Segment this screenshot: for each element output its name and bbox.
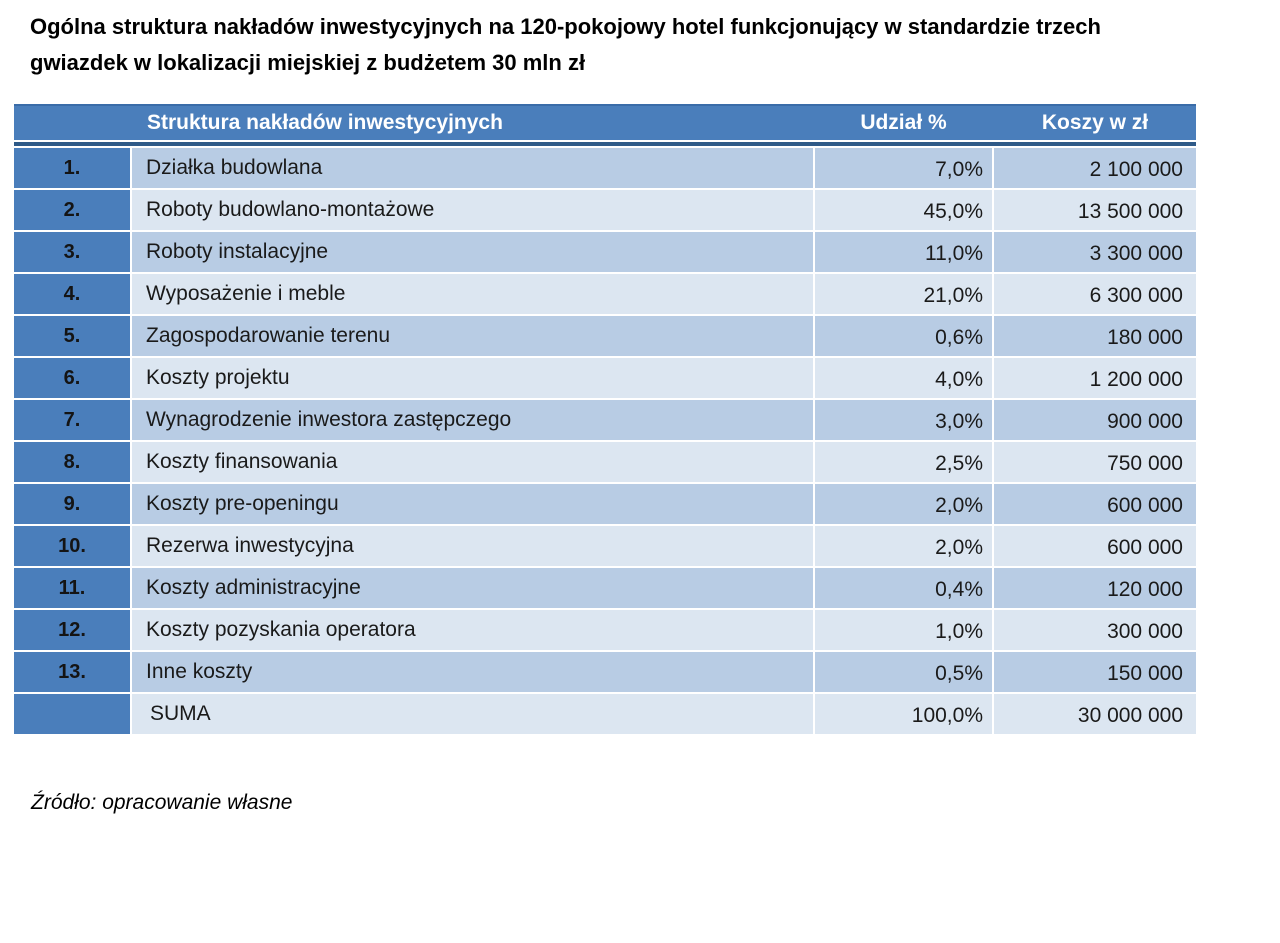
row-name-cell: Roboty instalacyjne [132, 232, 813, 272]
row-name-cell: Koszty administracyjne [132, 568, 813, 608]
row-number-cell: 2. [14, 190, 130, 230]
title-line-2: gwiazdek w lokalizacji miejskiej z budżetem 30 mln zł [30, 50, 586, 75]
row-name-cell: Działka budowlana [132, 148, 813, 188]
row-name-cell: SUMA [132, 694, 813, 734]
table-total-row [14, 694, 1196, 734]
row-number-cell: 3. [14, 232, 130, 272]
header-name-cell: Struktura nakładów inwestycyjnych [147, 111, 503, 134]
table-row [14, 400, 1196, 440]
row-cost-cell: 30 000 000 [994, 694, 1196, 734]
row-cost-cell: 300 000 [994, 610, 1196, 650]
table-row [14, 484, 1196, 524]
row-name-cell: Zagospodarowanie terenu [132, 316, 813, 356]
row-share-cell: 11,0% [815, 232, 992, 272]
header-number-cell [14, 106, 130, 140]
row-cost-cell: 120 000 [994, 568, 1196, 608]
row-name-cell: Koszty projektu [132, 358, 813, 398]
header-cost-cell: Koszy w zł [1041, 111, 1149, 134]
row-cost-cell: 3 300 000 [994, 232, 1196, 272]
table-row [14, 526, 1196, 566]
row-number-cell: 7. [14, 400, 130, 440]
row-share-cell: 1,0% [815, 610, 992, 650]
table-row [14, 274, 1196, 314]
row-number-cell [14, 694, 130, 734]
row-share-cell: 2,0% [815, 484, 992, 524]
table-header-row [14, 104, 1196, 140]
table-row [14, 316, 1196, 356]
page-title [30, 9, 1252, 81]
row-cost-cell: 150 000 [994, 652, 1196, 692]
row-number-cell: 12. [14, 610, 130, 650]
investment-structure-table [14, 104, 1196, 736]
row-cost-cell: 600 000 [994, 526, 1196, 566]
row-cost-cell: 600 000 [994, 484, 1196, 524]
table-row [14, 568, 1196, 608]
header-underline [14, 142, 1196, 146]
row-name-cell: Roboty budowlano-montażowe [132, 190, 813, 230]
row-share-cell: 2,5% [815, 442, 992, 482]
row-name-cell: Rezerwa inwestycyjna [132, 526, 813, 566]
row-share-cell: 3,0% [815, 400, 992, 440]
table-row [14, 190, 1196, 230]
row-name-cell: Wyposażenie i meble [132, 274, 813, 314]
row-cost-cell: 750 000 [994, 442, 1196, 482]
table-body [14, 148, 1196, 734]
row-number-cell: 13. [14, 652, 130, 692]
row-name-cell: Koszty pre-openingu [132, 484, 813, 524]
row-number-cell: 5. [14, 316, 130, 356]
table-row [14, 358, 1196, 398]
row-number-cell: 11. [14, 568, 130, 608]
table-row [14, 610, 1196, 650]
table-row [14, 652, 1196, 692]
source-note: Źródło: opracowanie własne [31, 791, 293, 814]
row-number-cell: 4. [14, 274, 130, 314]
row-share-cell: 45,0% [815, 190, 992, 230]
table-row [14, 232, 1196, 272]
row-number-cell: 6. [14, 358, 130, 398]
row-number-cell: 8. [14, 442, 130, 482]
row-number-cell: 9. [14, 484, 130, 524]
row-cost-cell: 900 000 [994, 400, 1196, 440]
row-share-cell: 7,0% [815, 148, 992, 188]
header-share-cell: Udział % [860, 111, 947, 134]
row-share-cell: 21,0% [815, 274, 992, 314]
row-cost-cell: 6 300 000 [994, 274, 1196, 314]
row-share-cell: 2,0% [815, 526, 992, 566]
row-name-cell: Koszty finansowania [132, 442, 813, 482]
row-name-cell: Inne koszty [132, 652, 813, 692]
row-number-cell: 1. [14, 148, 130, 188]
row-cost-cell: 13 500 000 [994, 190, 1196, 230]
row-share-cell: 0,6% [815, 316, 992, 356]
row-cost-cell: 2 100 000 [994, 148, 1196, 188]
row-share-cell: 0,4% [815, 568, 992, 608]
row-name-cell: Koszty pozyskania operatora [132, 610, 813, 650]
row-share-cell: 0,5% [815, 652, 992, 692]
row-cost-cell: 1 200 000 [994, 358, 1196, 398]
row-number-cell: 10. [14, 526, 130, 566]
row-share-cell: 100,0% [815, 694, 992, 734]
title-line-1: Ogólna struktura nakładów inwestycyjnych na 120-pokojowy hotel funkcjonujący w standardzie trzech [30, 14, 1101, 39]
table-row [14, 148, 1196, 188]
table-row [14, 442, 1196, 482]
row-share-cell: 4,0% [815, 358, 992, 398]
row-cost-cell: 180 000 [994, 316, 1196, 356]
row-name-cell: Wynagrodzenie inwestora zastępczego [132, 400, 813, 440]
